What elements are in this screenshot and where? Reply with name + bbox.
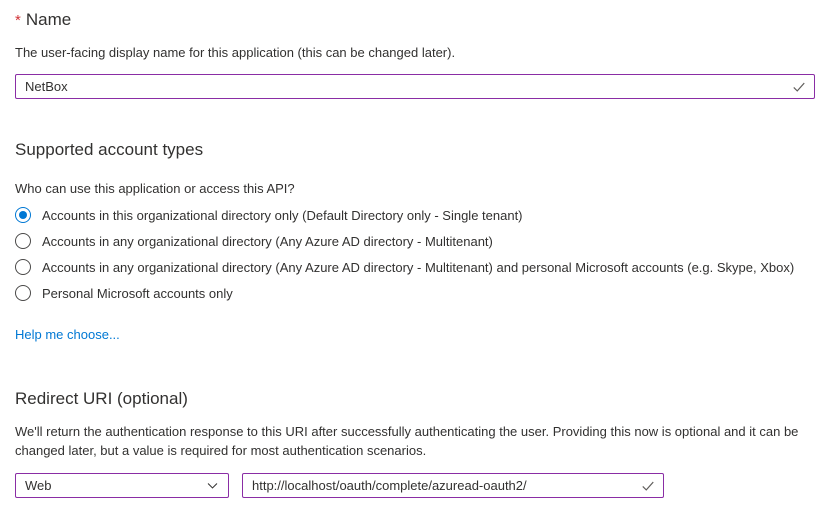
help-me-choose-link[interactable]: Help me choose... xyxy=(15,327,120,342)
radio-icon[interactable] xyxy=(15,259,31,275)
radio-option-personal-only[interactable] xyxy=(15,285,794,301)
radio-option-label: Accounts in any organizational directory (Any Azure AD directory - Multitenant) and personal Microsoft accounts (e.g. Skype, Xbox) xyxy=(42,259,795,275)
account-types-question: Who can use this application or access this API? xyxy=(15,181,295,196)
required-asterisk: * xyxy=(15,12,21,29)
redirect-uri-row xyxy=(15,473,664,498)
radio-option-label: Accounts in any organizational directory (Any Azure AD directory - Multitenant) xyxy=(42,233,493,249)
chevron-down-icon xyxy=(206,479,219,492)
radio-option-multitenant[interactable] xyxy=(15,233,794,249)
platform-selected-value: Web xyxy=(25,478,52,493)
redirect-uri-title: Redirect URI (optional) xyxy=(15,389,188,408)
redirect-uri-description: We'll return the authentication response to this URI after successfully authenticating the user. Providing this now is optional and it can be changed later, but a value is required for most authentication scenarios. xyxy=(15,424,799,458)
redirect-uri-input[interactable] xyxy=(242,473,664,498)
radio-option-multitenant-personal[interactable] xyxy=(15,259,794,275)
name-section-title xyxy=(15,10,71,30)
name-input-wrap xyxy=(15,74,815,99)
radio-icon[interactable] xyxy=(15,285,31,301)
radio-option-label: Accounts in this organizational directory only (Default Directory only - Single tenant) xyxy=(42,207,523,223)
name-description: The user-facing display name for this application (this can be changed later). xyxy=(15,45,456,60)
radio-icon[interactable] xyxy=(15,233,31,249)
valid-check-icon xyxy=(641,479,655,493)
valid-check-icon xyxy=(792,80,806,94)
name-input[interactable] xyxy=(15,74,815,99)
name-title-text: Name xyxy=(25,10,72,29)
radio-option-label: Personal Microsoft accounts only xyxy=(42,285,233,301)
radio-option-single-tenant[interactable] xyxy=(15,207,794,223)
account-types-title: Supported account types xyxy=(15,140,204,159)
redirect-uri-input-wrap xyxy=(242,473,664,498)
radio-icon[interactable] xyxy=(15,207,31,223)
account-types-radio-group xyxy=(15,207,794,311)
platform-select-dropdown[interactable] xyxy=(15,473,229,498)
